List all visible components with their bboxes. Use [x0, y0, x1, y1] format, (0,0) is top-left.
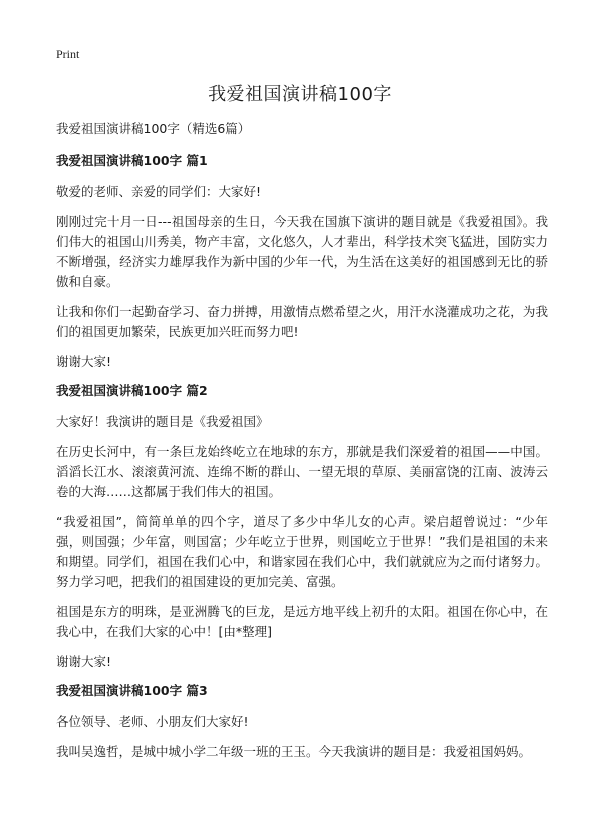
section-heading: 我爱祖国演讲稿100字 篇2	[56, 383, 208, 398]
print-link[interactable]: Print	[56, 47, 80, 61]
paragraph: 谢谢大家!	[56, 354, 112, 369]
paragraph: 我叫吴逸哲，是城中城小学二年级一班的王玉。今天我演讲的题目是：我爱祖国妈妈。	[56, 744, 532, 759]
paragraph: 敬爱的老师、亲爱的同学们：大家好!	[56, 184, 262, 199]
section-heading: 我爱祖国演讲稿100字 篇1	[56, 153, 208, 168]
section-1	[56, 152, 548, 372]
section-heading: 我爱祖国演讲稿100字 篇3	[56, 683, 208, 698]
paragraph: 在历史长河中，有一条巨龙始终屹立在地球的东方，那就是我们深爱着的祖国——中国。滔滔长江水、滚滚黄河流、连绵不断的群山、一望无垠的草原、美丽富饶的江南、波涛云卷的大海……这都属于我们伟大的祖国。	[56, 444, 548, 499]
document-subtitle: 我爱祖国演讲稿100字（精选6篇）	[56, 121, 251, 136]
paragraph: 让我和你们一起勤奋学习、奋力拼搏，用激情点燃希望之火，用汗水浇灌成功之花，为我们的祖国更加繁荣，民族更加兴旺而努力吧!	[56, 304, 548, 339]
document-body	[56, 120, 548, 772]
paragraph: 刚刚过完十月一日---祖国母亲的生日，今天我在国旗下演讲的题目就是《我爱祖国》。我们伟大的祖国山川秀美，物产丰富，文化悠久，人才辈出，科学技术突飞猛进，国防实力不断增强，经济实力雄厚我作为新中国的少年一代，为生活在这美好的祖国感到无比的骄傲和自豪。	[56, 214, 548, 289]
section-2	[56, 382, 548, 672]
paragraph: 各位领导、老师、小朋友们大家好!	[56, 714, 249, 729]
paragraph: “我爱祖国”，简简单单的四个字，道尽了多少中华儿女的心声。梁启超曾说过：“少年强，则国强；少年富，则国富；少年屹立于世界，则国屹立于世界！”我们是祖国的未来和期望。同学们，祖国在我们心中，和谐家园在我们心中，我们就就应为之而付诸努力。努力学习吧，把我们的祖国建设的更加完美、富强。	[56, 514, 548, 589]
paragraph: 谢谢大家!	[56, 654, 112, 669]
paragraph: 大家好！我演讲的题目是《我爱祖国》	[56, 414, 269, 429]
paragraph: 祖国是东方的明珠，是亚洲腾飞的巨龙，是远方地平线上初升的太阳。祖国在你心中，在我心中，在我们大家的心中！[由*整理]	[56, 604, 548, 639]
section-3	[56, 682, 548, 762]
document-title: 我爱祖国演讲稿100字	[208, 84, 392, 105]
